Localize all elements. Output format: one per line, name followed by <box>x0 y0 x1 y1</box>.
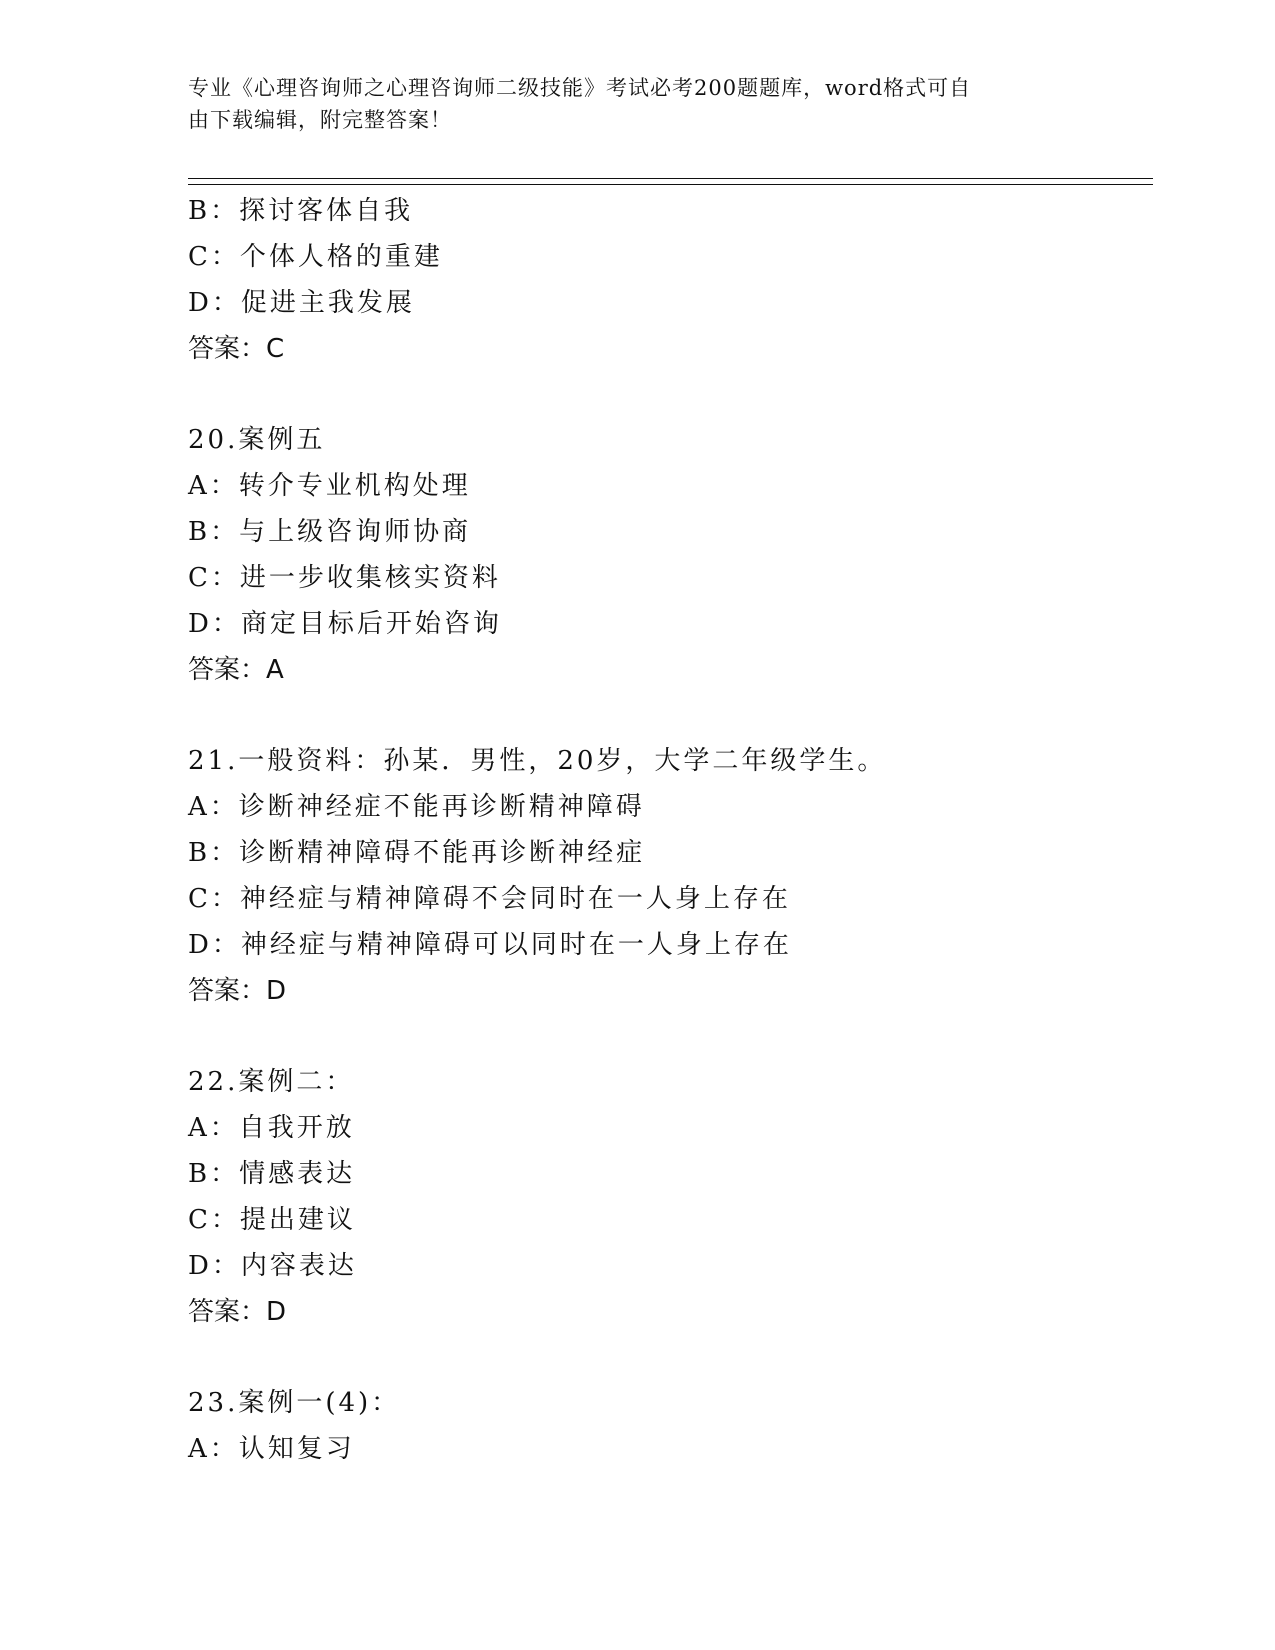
question-block <box>188 417 1153 693</box>
option-line: C：提出建议 <box>188 1205 356 1235</box>
question-block <box>188 738 1153 1014</box>
question-block <box>188 188 1153 372</box>
option-line: A：转介专业机构处理 <box>188 471 471 501</box>
question-list <box>188 188 1153 1472</box>
answer-line: 答案：A <box>188 655 284 685</box>
option-line: B：探讨客体自我 <box>188 196 414 226</box>
option-line: B：诊断精神障碍不能再诊断神经症 <box>188 838 646 868</box>
header-rule-top <box>188 178 1153 179</box>
option-line: D：神经症与精神障碍可以同时在一人身上存在 <box>188 930 792 960</box>
header-rule-bottom <box>188 184 1153 185</box>
option-line: A：认知复习 <box>188 1434 355 1464</box>
option-line: D：内容表达 <box>188 1251 357 1281</box>
question-block <box>188 1380 1153 1472</box>
option-line: B：与上级咨询师协商 <box>188 517 472 547</box>
question-block <box>188 1059 1153 1335</box>
option-line: A：诊断神经症不能再诊断精神障碍 <box>188 792 645 822</box>
answer-line: 答案：D <box>188 976 287 1006</box>
header-line-2: 由下载编辑，附完整答案！ <box>188 108 452 132</box>
block-spacer <box>188 372 1153 417</box>
question-title: 22.案例二： <box>188 1067 355 1097</box>
option-line: D：促进主我发展 <box>188 288 415 318</box>
question-title: 20.案例五 <box>188 425 326 455</box>
question-title: 21.一般资料：孙某．男性，20岁，大学二年级学生。 <box>188 746 887 776</box>
document-header <box>188 72 1088 136</box>
answer-line: 答案：D <box>188 1297 287 1327</box>
option-line: B：情感表达 <box>188 1159 356 1189</box>
option-line: C：个体人格的重建 <box>188 242 443 272</box>
option-line: C：神经症与精神障碍不会同时在一人身上存在 <box>188 884 791 914</box>
header-line-1: 专业《心理咨询师之心理咨询师二级技能》考试必考200题题库，word格式可自 <box>188 76 972 100</box>
option-line: D：商定目标后开始咨询 <box>188 609 502 639</box>
answer-line: 答案：C <box>188 334 285 364</box>
block-spacer <box>188 693 1153 738</box>
block-spacer <box>188 1014 1153 1059</box>
question-title: 23.案例一(4)： <box>188 1388 401 1418</box>
option-line: A：自我开放 <box>188 1113 355 1143</box>
block-spacer <box>188 1335 1153 1380</box>
option-line: C：进一步收集核实资料 <box>188 563 501 593</box>
